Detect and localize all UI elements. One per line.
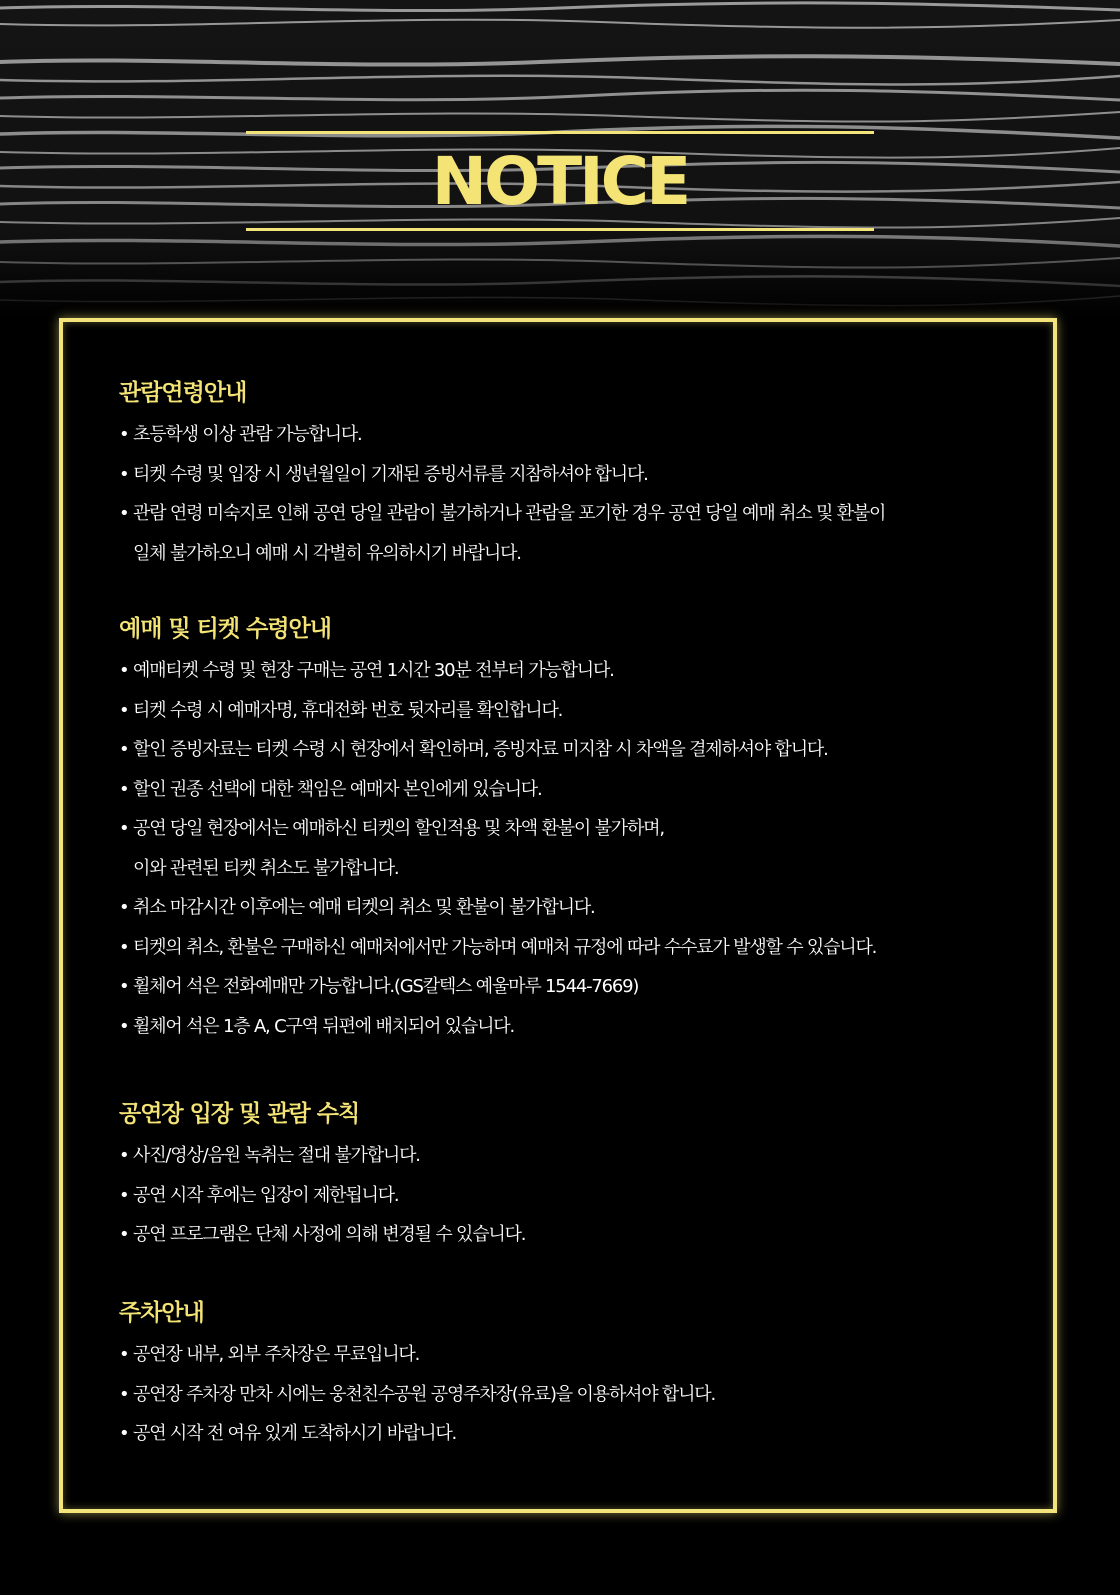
- item-text: 티켓 수령 및 입장 시 생년월일이 기재된 증빙서류를 지참하셔야 합니다.: [133, 463, 648, 485]
- bullet-icon: •: [119, 424, 129, 445]
- item-text: 취소 마감시간 이후에는 예매 티켓의 취소 및 환불이 불가합니다.: [133, 897, 595, 918]
- item-text: 공연 프로그램은 단체 사정에 의해 변경될 수 있습니다.: [133, 1224, 526, 1245]
- item-text: 관람 연령 미숙지로 인해 공연 당일 관람이 불가하거나 관람을 포기한 경우 공연 당일 예매 취소 및 환불이 일체 불가하오니 예매 시 각별히 유의하시기 바랍니다.: [133, 503, 886, 564]
- item-list: [119, 1136, 1019, 1255]
- item-text: 할인 증빙자료는 티켓 수령 시 현장에서 확인하며, 증빙자료 미지참 시 차액을 결제하셔야 합니다.: [133, 739, 828, 760]
- bullet-icon: •: [119, 818, 129, 839]
- section-admission-rules: [119, 1098, 1019, 1255]
- bullet-icon: •: [119, 463, 129, 485]
- bullet-icon: •: [119, 1184, 129, 1206]
- item-text: 사진/영상/음원 녹취는 절대 불가합니다.: [133, 1145, 420, 1166]
- item-list: [119, 1335, 1019, 1454]
- page-title: NOTICE: [431, 143, 689, 220]
- list-item: [119, 888, 1019, 928]
- bullet-icon: •: [119, 1015, 129, 1037]
- bullet-icon: •: [119, 976, 129, 997]
- bullet-icon: •: [119, 503, 129, 524]
- list-item: [119, 1007, 1019, 1047]
- item-text: 공연 시작 후에는 입장이 제한됩니다.: [133, 1184, 399, 1206]
- list-item: [119, 651, 1019, 691]
- section-title: 공연장 입장 및 관람 수칙: [119, 1101, 360, 1127]
- section-ticket-guide: [119, 613, 1019, 1046]
- list-item: [119, 770, 1019, 810]
- list-item: [119, 415, 1019, 455]
- list-item: [119, 1215, 1019, 1255]
- list-item: [119, 455, 1019, 495]
- section-title: 관람연령안내: [119, 380, 247, 406]
- item-text: 휠체어 석은 1층 A, C구역 뒤편에 배치되어 있습니다.: [133, 1015, 514, 1037]
- item-text: 휠체어 석은 전화예매만 가능합니다.(GS칼텍스 예울마루 1544-7669): [133, 976, 639, 997]
- item-text: 공연 시작 전 여유 있게 도착하시기 바랍니다.: [133, 1423, 457, 1444]
- title-top-rule: [246, 131, 874, 134]
- list-item: [119, 1375, 1019, 1415]
- item-text: 할인 권종 선택에 대한 책임은 예매자 본인에게 있습니다.: [133, 778, 542, 800]
- bullet-icon: •: [119, 1344, 129, 1365]
- list-item: [119, 1176, 1019, 1216]
- list-item: [119, 1335, 1019, 1375]
- title-bottom-rule: [246, 228, 874, 231]
- list-item: [119, 809, 1019, 888]
- list-item: [119, 730, 1019, 770]
- list-item: [119, 494, 1019, 573]
- item-text: 초등학생 이상 관람 가능합니다.: [133, 424, 362, 445]
- bullet-icon: •: [119, 739, 129, 760]
- bullet-icon: •: [119, 1145, 129, 1166]
- bullet-icon: •: [119, 1423, 129, 1444]
- bullet-icon: •: [119, 936, 129, 958]
- bullet-icon: •: [119, 778, 129, 800]
- bullet-icon: •: [119, 1224, 129, 1245]
- bullet-icon: •: [119, 699, 129, 721]
- list-item: [119, 691, 1019, 731]
- item-text: 공연장 주차장 만차 시에는 웅천친수공원 공영주차장(유료)을 이용하셔야 합니다.: [133, 1383, 716, 1405]
- list-item: [119, 928, 1019, 968]
- bullet-icon: •: [119, 897, 129, 918]
- section-age-guide: [119, 377, 1019, 573]
- section-title: 주차안내: [119, 1300, 204, 1326]
- item-list: [119, 415, 1019, 573]
- item-text: 티켓 수령 시 예매자명, 휴대전화 번호 뒷자리를 확인합니다.: [133, 699, 563, 721]
- list-item: [119, 1136, 1019, 1176]
- item-text: 공연장 내부, 외부 주차장은 무료입니다.: [133, 1344, 420, 1365]
- bullet-icon: •: [119, 660, 129, 681]
- list-item: [119, 1414, 1019, 1454]
- item-text: 공연 당일 현장에서는 예매하신 티켓의 할인적용 및 차액 환불이 불가하며, 이와 관련된 티켓 취소도 불가합니다.: [133, 818, 664, 879]
- section-title: 예매 및 티켓 수령안내: [119, 616, 331, 642]
- item-text: 예매티켓 수령 및 현장 구매는 공연 1시간 30분 전부터 가능합니다.: [133, 660, 614, 681]
- item-text: 티켓의 취소, 환불은 구매하신 예매처에서만 가능하며 예매처 규정에 따라 수수료가 발생할 수 있습니다.: [133, 936, 877, 958]
- section-parking-guide: [119, 1297, 1019, 1454]
- bullet-icon: •: [119, 1383, 129, 1405]
- list-item: [119, 967, 1019, 1007]
- item-list: [119, 651, 1019, 1046]
